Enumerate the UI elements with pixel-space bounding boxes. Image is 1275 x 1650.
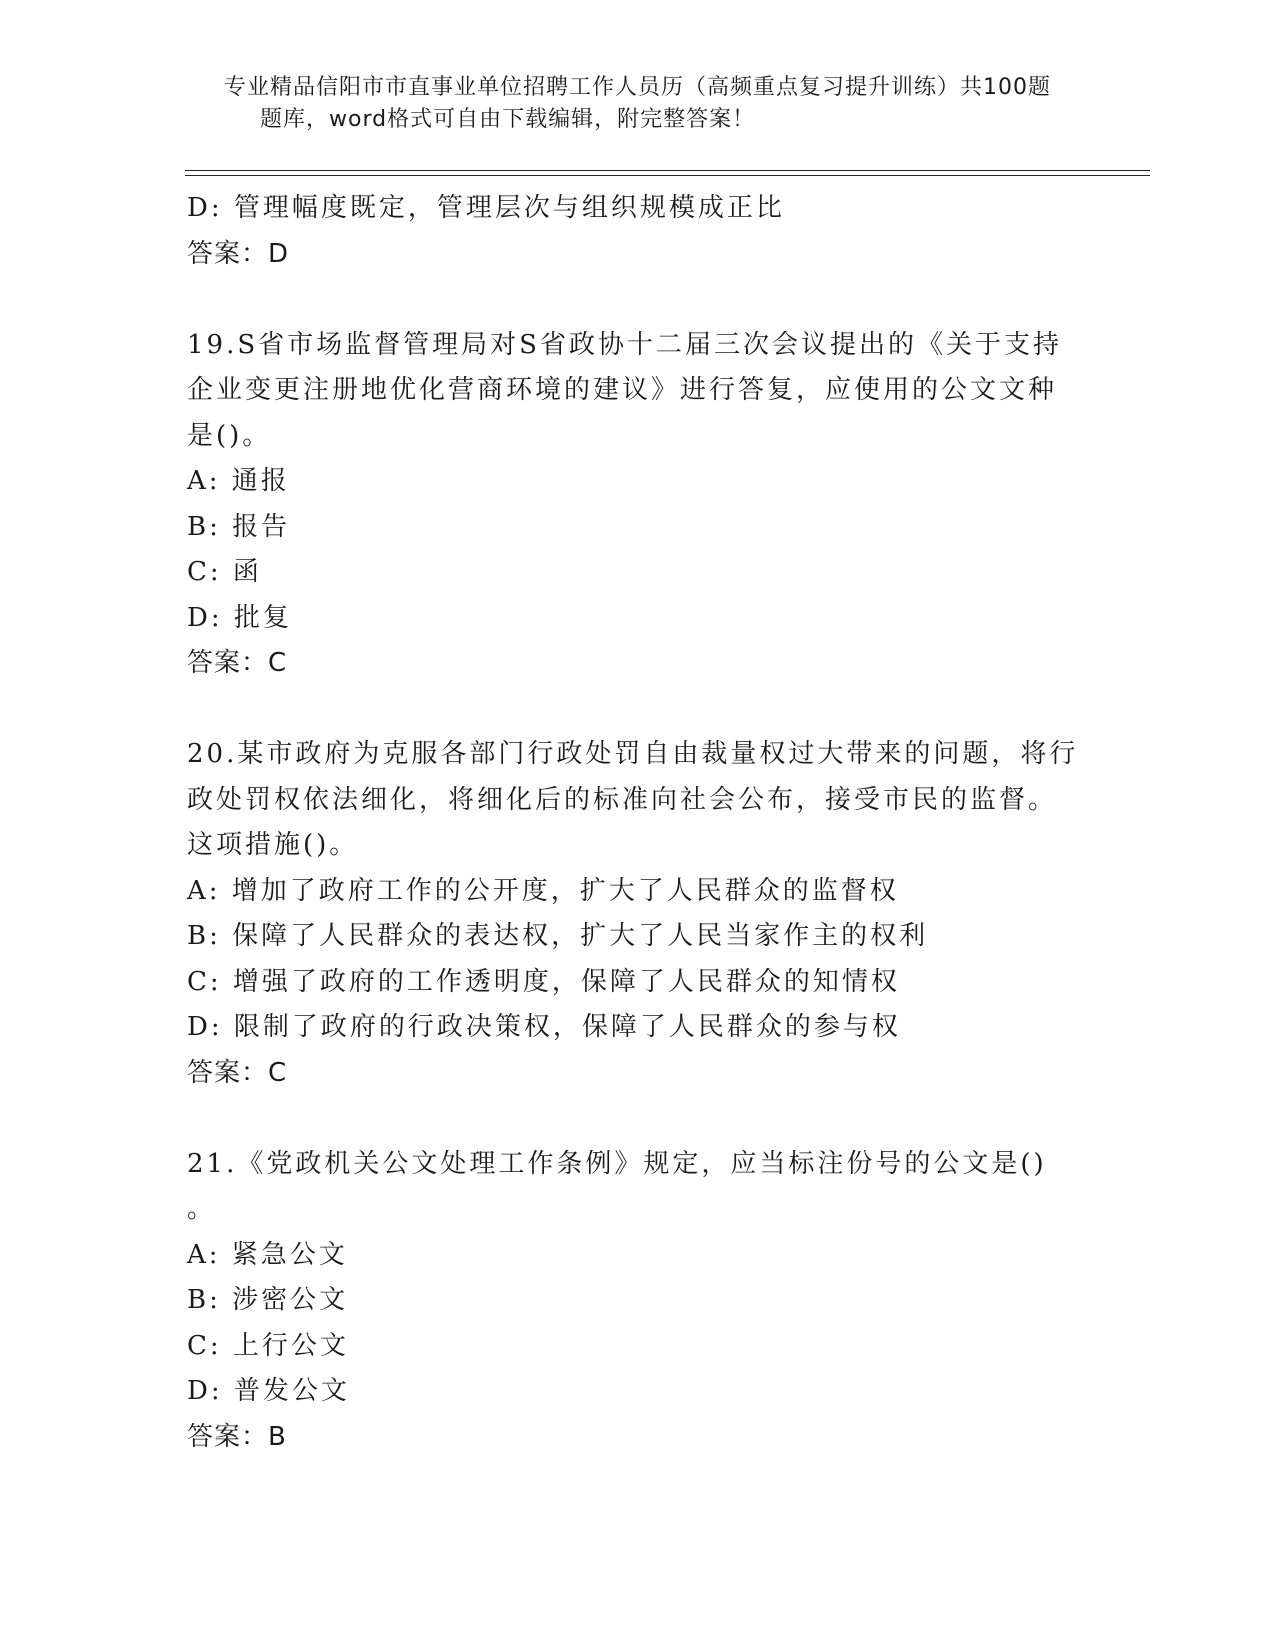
answer: 答案：C bbox=[187, 1057, 288, 1088]
question-stem-line: 19.S省市场监督管理局对S省政协十二届三次会议提出的《关于支持 bbox=[187, 329, 1062, 360]
option-d: D: 批复 bbox=[187, 602, 292, 633]
spacer bbox=[187, 687, 1087, 733]
option-b: B: 保障了人民群众的表达权，扩大了人民当家作主的权利 bbox=[187, 921, 929, 951]
option-a: A: 紧急公文 bbox=[187, 1239, 348, 1270]
question-20 bbox=[187, 732, 1087, 1096]
prev-question-option-d: D: 管理幅度既定，管理层次与组织规模成正比 bbox=[187, 193, 785, 223]
option-a: A: 通报 bbox=[187, 466, 290, 496]
question-19 bbox=[187, 323, 1087, 687]
question-stem-line: 。 bbox=[187, 1194, 217, 1224]
option-b: B: 报告 bbox=[187, 511, 291, 542]
spacer bbox=[187, 1096, 1087, 1142]
option-c: C: 增强了政府的工作透明度，保障了人民群众的知情权 bbox=[187, 966, 900, 997]
header-rule-bottom bbox=[185, 175, 1150, 176]
header-rule-top bbox=[185, 170, 1150, 171]
option-b: B: 涉密公文 bbox=[187, 1285, 349, 1315]
header-title-line1: 专业精品信阳市市直事业单位招聘工作人员历（高频重点复习提升训练）共100题 bbox=[224, 75, 1051, 100]
spacer bbox=[187, 277, 1087, 323]
option-d: D: 限制了政府的行政决策权，保障了人民群众的参与权 bbox=[187, 1012, 901, 1042]
option-c: C: 函 bbox=[187, 557, 262, 587]
header-title-line2: 题库，word格式可自由下载编辑，附完整答案！ bbox=[260, 107, 756, 132]
answer: 答案：B bbox=[187, 1421, 287, 1452]
answer: 答案：C bbox=[187, 648, 288, 678]
document-body bbox=[187, 186, 1087, 1460]
question-stem-line: 企业变更注册地优化营商环境的建议》进行答复，应使用的公文文种 bbox=[187, 375, 1058, 405]
option-a: A: 增加了政府工作的公开度，扩大了人民群众的监督权 bbox=[187, 875, 899, 906]
question-stem-line: 21.《党政机关公文处理工作条例》规定，应当标注份号的公文是() bbox=[187, 1148, 1047, 1179]
prev-question-answer: 答案：D bbox=[187, 238, 290, 269]
option-c: C: 上行公文 bbox=[187, 1330, 349, 1361]
question-21 bbox=[187, 1142, 1087, 1461]
question-stem-line: 政处罚权依法细化，将细化后的标准向社会公布，接受市民的监督。 bbox=[187, 784, 1058, 815]
question-stem-line: 是()。 bbox=[187, 420, 272, 451]
question-stem-line: 20.某市政府为克服各部门行政处罚自由裁量权过大带来的问题，将行 bbox=[187, 739, 1079, 769]
document-header bbox=[0, 72, 1275, 136]
option-d: D: 普发公文 bbox=[187, 1376, 350, 1406]
question-stem-line: 这项措施()。 bbox=[187, 830, 359, 860]
